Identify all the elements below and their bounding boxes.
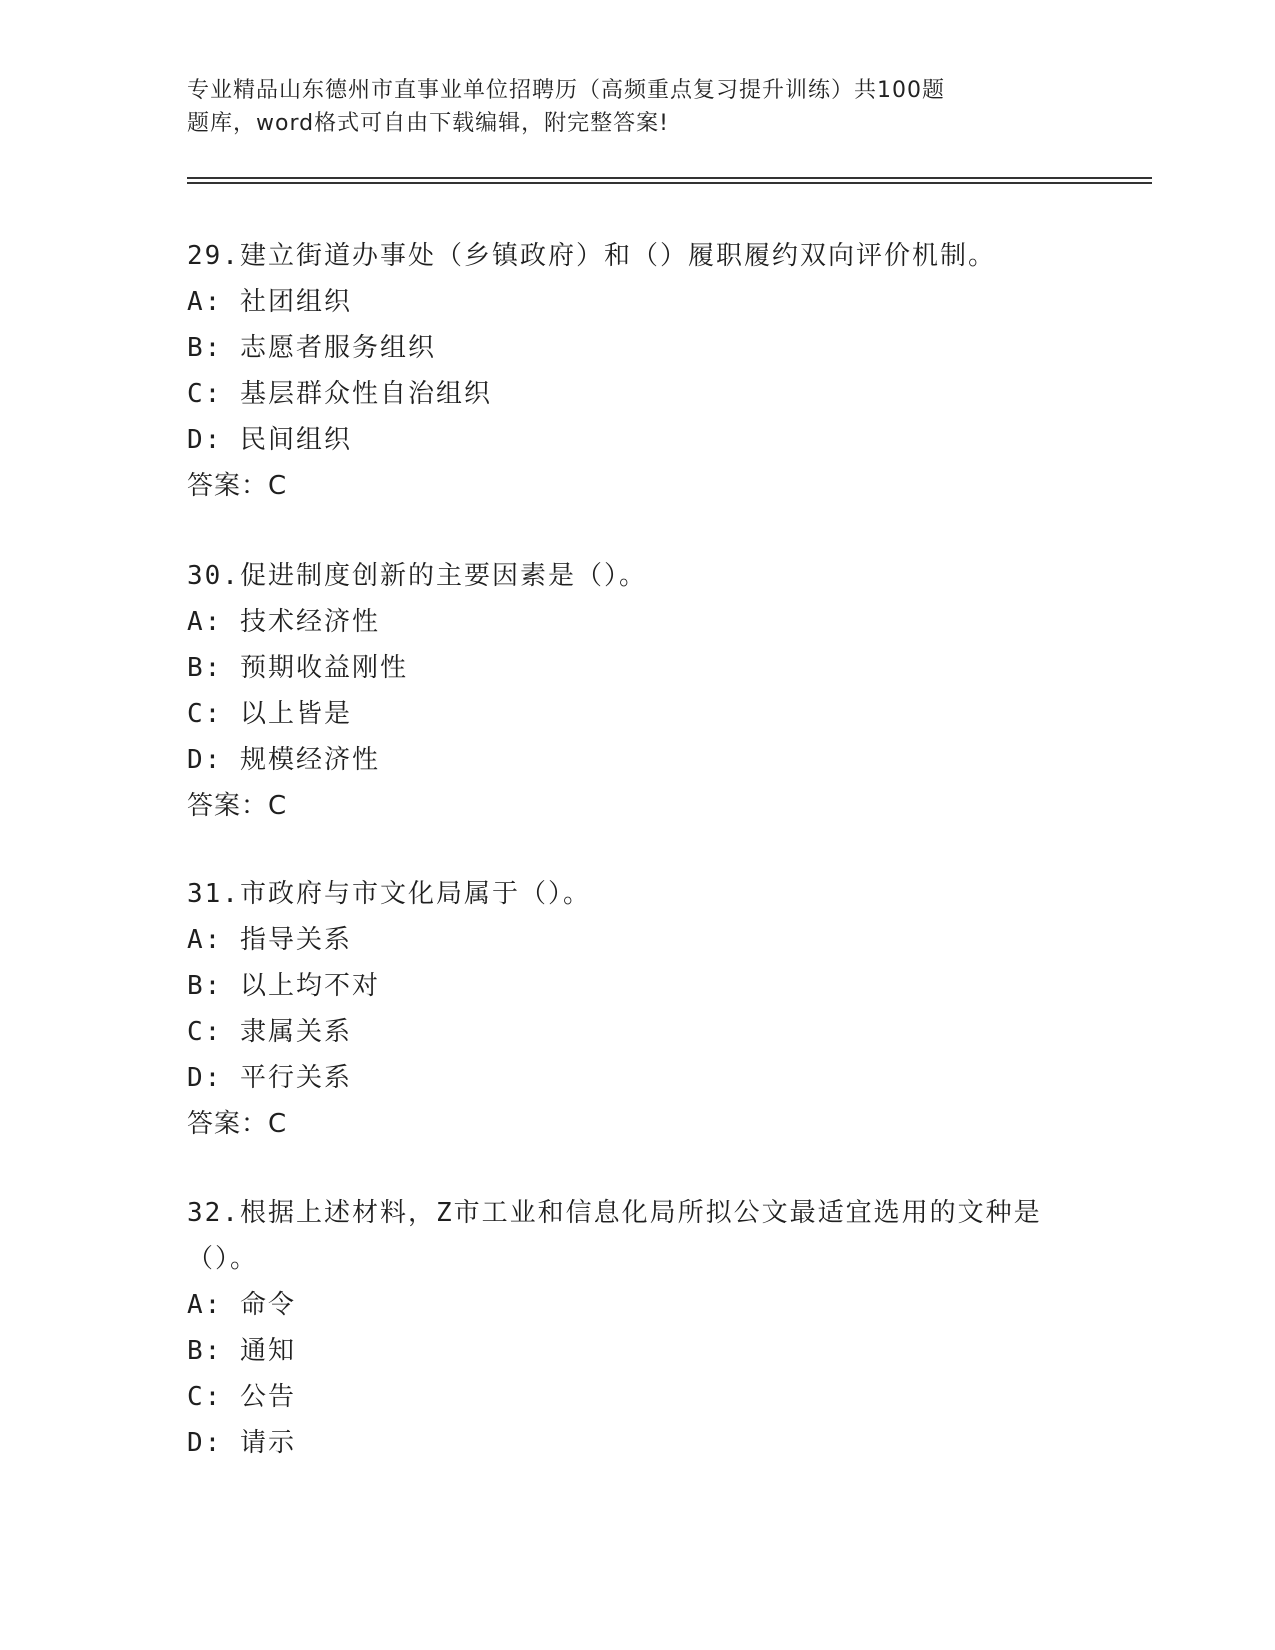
question-stem: 32.根据上述材料，Z市工业和信息化局所拟公文最适宜选用的文种是（）。	[187, 1198, 1042, 1274]
question-31	[187, 871, 1087, 1147]
question-32	[187, 1190, 1087, 1466]
header-line-2: 题库，word格式可自由下载编辑，附完整答案!	[187, 111, 669, 136]
option-a: A: 社团组织	[187, 287, 352, 317]
option-c: C: 隶属关系	[187, 1017, 352, 1047]
option-a: A: 技术经济性	[187, 607, 380, 637]
option-a: A: 命令	[187, 1290, 296, 1320]
option-b: B: 通知	[187, 1336, 296, 1366]
option-c: C: 以上皆是	[187, 699, 352, 729]
option-a: A: 指导关系	[187, 925, 352, 955]
document-header	[187, 74, 1017, 140]
answer: 答案：C	[187, 471, 288, 501]
option-b: B: 预期收益刚性	[187, 653, 408, 683]
question-stem: 30.促进制度创新的主要因素是（）。	[187, 561, 647, 591]
option-b: B: 志愿者服务组织	[187, 333, 436, 363]
answer: 答案：C	[187, 791, 288, 821]
header-line-1: 专业精品山东德州市直事业单位招聘历（高频重点复习提升训练）共100题	[187, 78, 945, 103]
question-stem: 29.建立街道办事处（乡镇政府）和（）履职履约双向评价机制。	[187, 241, 996, 271]
option-d: D: 请示	[187, 1428, 296, 1458]
question-30	[187, 553, 1087, 829]
question-stem: 31.市政府与市文化局属于（）。	[187, 879, 591, 909]
option-b: B: 以上均不对	[187, 971, 380, 1001]
header-divider-top	[187, 177, 1152, 179]
option-c: C: 公告	[187, 1382, 296, 1412]
option-c: C: 基层群众性自治组织	[187, 379, 492, 409]
option-d: D: 平行关系	[187, 1063, 352, 1093]
option-d: D: 规模经济性	[187, 745, 380, 775]
question-29	[187, 233, 1087, 509]
header-divider-bottom	[187, 182, 1152, 184]
answer: 答案：C	[187, 1109, 288, 1139]
option-d: D: 民间组织	[187, 425, 352, 455]
